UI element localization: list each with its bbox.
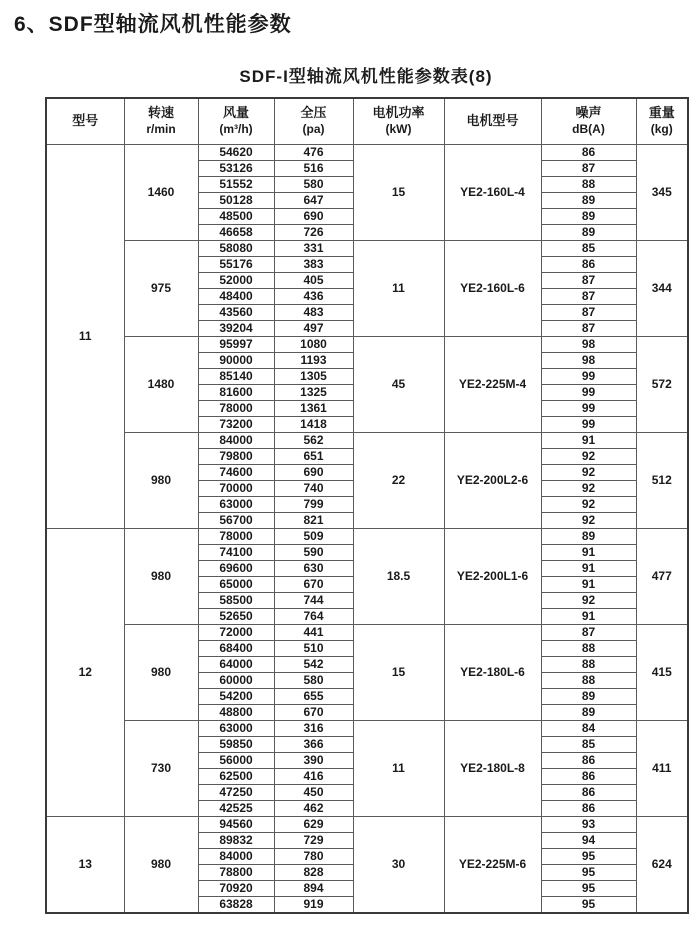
cell-model: 11 <box>46 145 124 529</box>
cell-pressure: 919 <box>274 897 353 914</box>
table-header <box>46 98 688 145</box>
cell-noise: 91 <box>541 577 636 593</box>
cell-airflow: 51552 <box>198 177 274 193</box>
cell-weight: 345 <box>636 145 688 241</box>
cell-noise: 89 <box>541 689 636 705</box>
table-row <box>46 433 688 449</box>
col-header-noise <box>541 98 636 145</box>
cell-pressure: 450 <box>274 785 353 801</box>
col-header-weight <box>636 98 688 145</box>
cell-pressure: 821 <box>274 513 353 529</box>
cell-rpm: 980 <box>124 433 198 529</box>
table-row <box>46 241 688 257</box>
cell-airflow: 56000 <box>198 753 274 769</box>
cell-airflow: 58080 <box>198 241 274 257</box>
cell-airflow: 60000 <box>198 673 274 689</box>
cell-noise: 86 <box>541 769 636 785</box>
cell-pressure: 462 <box>274 801 353 817</box>
cell-airflow: 46658 <box>198 225 274 241</box>
cell-noise: 85 <box>541 737 636 753</box>
cell-noise: 86 <box>541 785 636 801</box>
cell-noise: 88 <box>541 641 636 657</box>
cell-airflow: 81600 <box>198 385 274 401</box>
table-row <box>46 529 688 545</box>
cell-weight: 477 <box>636 529 688 625</box>
cell-airflow: 52650 <box>198 609 274 625</box>
cell-pressure: 331 <box>274 241 353 257</box>
cell-rpm: 980 <box>124 817 198 914</box>
cell-noise: 92 <box>541 593 636 609</box>
cell-airflow: 50128 <box>198 193 274 209</box>
cell-airflow: 74600 <box>198 465 274 481</box>
cell-power: 15 <box>353 625 444 721</box>
cell-pressure: 744 <box>274 593 353 609</box>
col-header-label: 全压 <box>300 105 327 121</box>
col-header-label: 电机型号 <box>466 113 519 129</box>
cell-pressure: 476 <box>274 145 353 161</box>
table-row <box>46 721 688 737</box>
cell-pressure: 383 <box>274 257 353 273</box>
col-header-unit: r/min <box>146 122 176 137</box>
cell-pressure: 647 <box>274 193 353 209</box>
cell-pressure: 651 <box>274 449 353 465</box>
col-header-power <box>353 98 444 145</box>
cell-noise: 95 <box>541 881 636 897</box>
cell-pressure: 1418 <box>274 417 353 433</box>
cell-motor: YE2-200L1-6 <box>444 529 541 625</box>
cell-weight: 415 <box>636 625 688 721</box>
cell-airflow: 48500 <box>198 209 274 225</box>
cell-pressure: 828 <box>274 865 353 881</box>
cell-noise: 87 <box>541 161 636 177</box>
cell-pressure: 510 <box>274 641 353 657</box>
cell-pressure: 366 <box>274 737 353 753</box>
cell-airflow: 79800 <box>198 449 274 465</box>
cell-power: 45 <box>353 337 444 433</box>
cell-airflow: 43560 <box>198 305 274 321</box>
cell-noise: 99 <box>541 417 636 433</box>
cell-noise: 87 <box>541 305 636 321</box>
cell-weight: 572 <box>636 337 688 433</box>
table-row <box>46 337 688 353</box>
cell-pressure: 483 <box>274 305 353 321</box>
cell-airflow: 65000 <box>198 577 274 593</box>
cell-noise: 99 <box>541 369 636 385</box>
cell-pressure: 542 <box>274 657 353 673</box>
cell-noise: 89 <box>541 193 636 209</box>
cell-pressure: 436 <box>274 289 353 305</box>
cell-pressure: 416 <box>274 769 353 785</box>
cell-weight: 624 <box>636 817 688 914</box>
cell-airflow: 63000 <box>198 497 274 513</box>
cell-rpm: 980 <box>124 529 198 625</box>
col-header-unit: (kW) <box>385 122 412 137</box>
cell-pressure: 726 <box>274 225 353 241</box>
cell-pressure: 670 <box>274 577 353 593</box>
cell-airflow: 58500 <box>198 593 274 609</box>
cell-noise: 91 <box>541 433 636 449</box>
cell-airflow: 74100 <box>198 545 274 561</box>
col-header-label: 风量 <box>222 105 249 121</box>
cell-noise: 98 <box>541 353 636 369</box>
cell-pressure: 764 <box>274 609 353 625</box>
cell-pressure: 1361 <box>274 401 353 417</box>
cell-rpm: 1460 <box>124 145 198 241</box>
cell-airflow: 39204 <box>198 321 274 337</box>
cell-airflow: 48400 <box>198 289 274 305</box>
cell-rpm: 975 <box>124 241 198 337</box>
cell-pressure: 630 <box>274 561 353 577</box>
cell-noise: 91 <box>541 609 636 625</box>
col-header-motor <box>444 98 541 145</box>
cell-noise: 92 <box>541 481 636 497</box>
col-header-pressure <box>274 98 353 145</box>
cell-noise: 89 <box>541 705 636 721</box>
cell-noise: 87 <box>541 273 636 289</box>
table-row <box>46 817 688 833</box>
col-header-airflow <box>198 98 274 145</box>
cell-airflow: 95997 <box>198 337 274 353</box>
cell-airflow: 73200 <box>198 417 274 433</box>
cell-power: 11 <box>353 721 444 817</box>
spec-table <box>45 97 689 914</box>
cell-noise: 88 <box>541 657 636 673</box>
cell-airflow: 62500 <box>198 769 274 785</box>
col-header-unit: (m³/h) <box>219 122 253 137</box>
cell-noise: 86 <box>541 753 636 769</box>
cell-noise: 89 <box>541 529 636 545</box>
cell-airflow: 55176 <box>198 257 274 273</box>
cell-airflow: 89832 <box>198 833 274 849</box>
cell-pressure: 580 <box>274 177 353 193</box>
cell-noise: 92 <box>541 497 636 513</box>
cell-power: 22 <box>353 433 444 529</box>
cell-noise: 94 <box>541 833 636 849</box>
cell-rpm: 980 <box>124 625 198 721</box>
cell-motor: YE2-180L-6 <box>444 625 541 721</box>
cell-noise: 93 <box>541 817 636 833</box>
col-header-unit: dB(A) <box>572 122 605 137</box>
cell-pressure: 509 <box>274 529 353 545</box>
cell-noise: 86 <box>541 145 636 161</box>
cell-pressure: 590 <box>274 545 353 561</box>
cell-pressure: 1305 <box>274 369 353 385</box>
col-header-label: 噪声 <box>575 105 602 121</box>
cell-airflow: 78000 <box>198 401 274 417</box>
cell-rpm: 730 <box>124 721 198 817</box>
cell-power: 11 <box>353 241 444 337</box>
cell-pressure: 1193 <box>274 353 353 369</box>
cell-noise: 86 <box>541 257 636 273</box>
cell-rpm: 1480 <box>124 337 198 433</box>
cell-airflow: 47250 <box>198 785 274 801</box>
cell-airflow: 56700 <box>198 513 274 529</box>
cell-motor: YE2-160L-6 <box>444 241 541 337</box>
col-header-label: 电机功率 <box>372 105 425 121</box>
cell-noise: 92 <box>541 465 636 481</box>
cell-noise: 88 <box>541 177 636 193</box>
cell-pressure: 740 <box>274 481 353 497</box>
cell-noise: 87 <box>541 289 636 305</box>
cell-pressure: 1325 <box>274 385 353 401</box>
page-title: 6、SDF型轴流风机性能参数 <box>14 13 292 36</box>
cell-model: 12 <box>46 529 124 817</box>
cell-airflow: 52000 <box>198 273 274 289</box>
cell-noise: 91 <box>541 561 636 577</box>
cell-pressure: 497 <box>274 321 353 337</box>
cell-airflow: 70920 <box>198 881 274 897</box>
cell-airflow: 72000 <box>198 625 274 641</box>
cell-noise: 87 <box>541 321 636 337</box>
cell-noise: 89 <box>541 225 636 241</box>
table-row <box>46 145 688 161</box>
cell-motor: YE2-225M-4 <box>444 337 541 433</box>
cell-airflow: 63000 <box>198 721 274 737</box>
cell-noise: 86 <box>541 801 636 817</box>
cell-airflow: 64000 <box>198 657 274 673</box>
cell-power: 18.5 <box>353 529 444 625</box>
cell-airflow: 48800 <box>198 705 274 721</box>
col-header-rpm <box>124 98 198 145</box>
table-body <box>46 145 688 914</box>
cell-airflow: 54620 <box>198 145 274 161</box>
col-header-model <box>46 98 124 145</box>
col-header-unit: (pa) <box>302 122 325 137</box>
cell-airflow: 42525 <box>198 801 274 817</box>
cell-noise: 98 <box>541 337 636 353</box>
cell-motor: YE2-225M-6 <box>444 817 541 914</box>
cell-pressure: 690 <box>274 209 353 225</box>
cell-airflow: 59850 <box>198 737 274 753</box>
cell-noise: 85 <box>541 241 636 257</box>
cell-noise: 92 <box>541 513 636 529</box>
cell-weight: 344 <box>636 241 688 337</box>
cell-pressure: 780 <box>274 849 353 865</box>
cell-airflow: 70000 <box>198 481 274 497</box>
cell-pressure: 629 <box>274 817 353 833</box>
cell-noise: 84 <box>541 721 636 737</box>
cell-pressure: 562 <box>274 433 353 449</box>
col-header-unit: (kg) <box>650 122 673 137</box>
header-row <box>46 98 688 145</box>
cell-noise: 88 <box>541 673 636 689</box>
cell-motor: YE2-180L-8 <box>444 721 541 817</box>
col-header-label: 重量 <box>648 105 675 121</box>
col-header-label: 转速 <box>147 105 174 121</box>
cell-pressure: 441 <box>274 625 353 641</box>
cell-airflow: 54200 <box>198 689 274 705</box>
table-row <box>46 625 688 641</box>
cell-power: 30 <box>353 817 444 914</box>
cell-pressure: 1080 <box>274 337 353 353</box>
cell-noise: 91 <box>541 545 636 561</box>
cell-airflow: 63828 <box>198 897 274 914</box>
cell-pressure: 580 <box>274 673 353 689</box>
cell-power: 15 <box>353 145 444 241</box>
cell-noise: 92 <box>541 449 636 465</box>
cell-airflow: 84000 <box>198 433 274 449</box>
cell-weight: 512 <box>636 433 688 529</box>
cell-airflow: 90000 <box>198 353 274 369</box>
cell-airflow: 53126 <box>198 161 274 177</box>
cell-pressure: 316 <box>274 721 353 737</box>
cell-noise: 99 <box>541 401 636 417</box>
cell-pressure: 729 <box>274 833 353 849</box>
cell-airflow: 68400 <box>198 641 274 657</box>
cell-noise: 95 <box>541 897 636 914</box>
col-header-label: 型号 <box>72 113 99 129</box>
cell-pressure: 690 <box>274 465 353 481</box>
cell-pressure: 516 <box>274 161 353 177</box>
cell-airflow: 78800 <box>198 865 274 881</box>
cell-model: 13 <box>46 817 124 914</box>
cell-motor: YE2-160L-4 <box>444 145 541 241</box>
cell-airflow: 69600 <box>198 561 274 577</box>
cell-noise: 95 <box>541 865 636 881</box>
cell-airflow: 85140 <box>198 369 274 385</box>
cell-weight: 411 <box>636 721 688 817</box>
cell-pressure: 670 <box>274 705 353 721</box>
cell-motor: YE2-200L2-6 <box>444 433 541 529</box>
cell-noise: 89 <box>541 209 636 225</box>
cell-airflow: 94560 <box>198 817 274 833</box>
cell-noise: 95 <box>541 849 636 865</box>
cell-noise: 87 <box>541 625 636 641</box>
cell-pressure: 799 <box>274 497 353 513</box>
cell-airflow: 84000 <box>198 849 274 865</box>
cell-pressure: 655 <box>274 689 353 705</box>
table-subtitle: SDF-I型轴流风机性能参数表(8) <box>239 67 493 86</box>
cell-pressure: 405 <box>274 273 353 289</box>
cell-airflow: 78000 <box>198 529 274 545</box>
cell-noise: 99 <box>541 385 636 401</box>
cell-pressure: 894 <box>274 881 353 897</box>
cell-pressure: 390 <box>274 753 353 769</box>
